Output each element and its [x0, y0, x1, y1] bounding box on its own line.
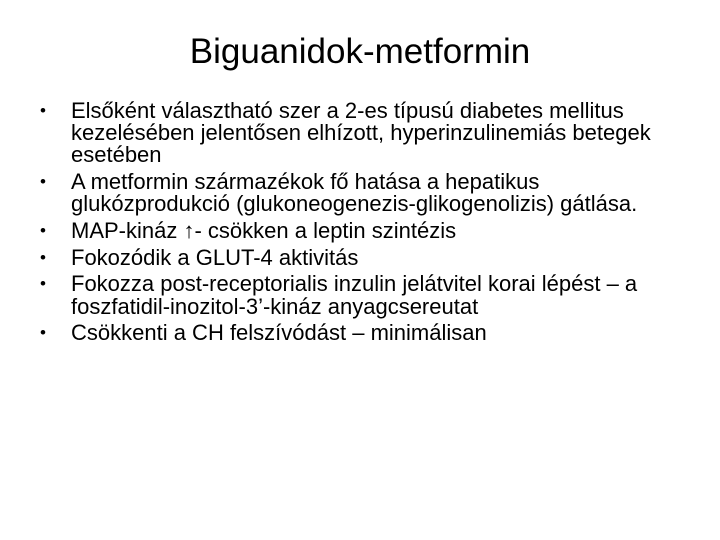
bullet-icon: • [40, 221, 46, 241]
bullet-item [40, 322, 690, 344]
bullet-text: A metformin származékok fő hatása a hepatikus glukózprodukció (glukoneogenezis-glikogenolizis) gátlása. [71, 169, 638, 217]
bullet-text: Fokozza post-receptorialis inzulin jelátvitel korai lépést – a foszfatidil-inozitol-3’-kináz anyagcsereutat [71, 271, 638, 319]
bullet-icon: • [40, 172, 46, 192]
bullet-item [40, 273, 690, 317]
bullet-item [40, 244, 690, 270]
bullet-icon: • [40, 247, 46, 267]
bullet-text: Elsőként választható szer a 2-es típusú diabetes mellitus kezelésében jelentősen elhízott, hyperinzulinemiás betegek esetében [71, 98, 651, 168]
bullet-icon: • [40, 101, 46, 120]
bullet-text: Fokozódik a GLUT-4 aktivitás [71, 244, 359, 270]
bullet-item [40, 220, 690, 242]
bullet-text: Csökkenti a CH felszívódást – minimálisan [71, 320, 487, 346]
bullet-item [40, 100, 690, 167]
bullet-list [40, 100, 690, 349]
bullet-item [40, 171, 690, 215]
bullet-icon: • [40, 274, 46, 294]
slide-title: Biguanidok-metformin [189, 32, 531, 71]
bullet-icon: • [40, 323, 46, 343]
bullet-text: MAP-kináz ↑- csökken a leptin szintézis [71, 218, 457, 244]
